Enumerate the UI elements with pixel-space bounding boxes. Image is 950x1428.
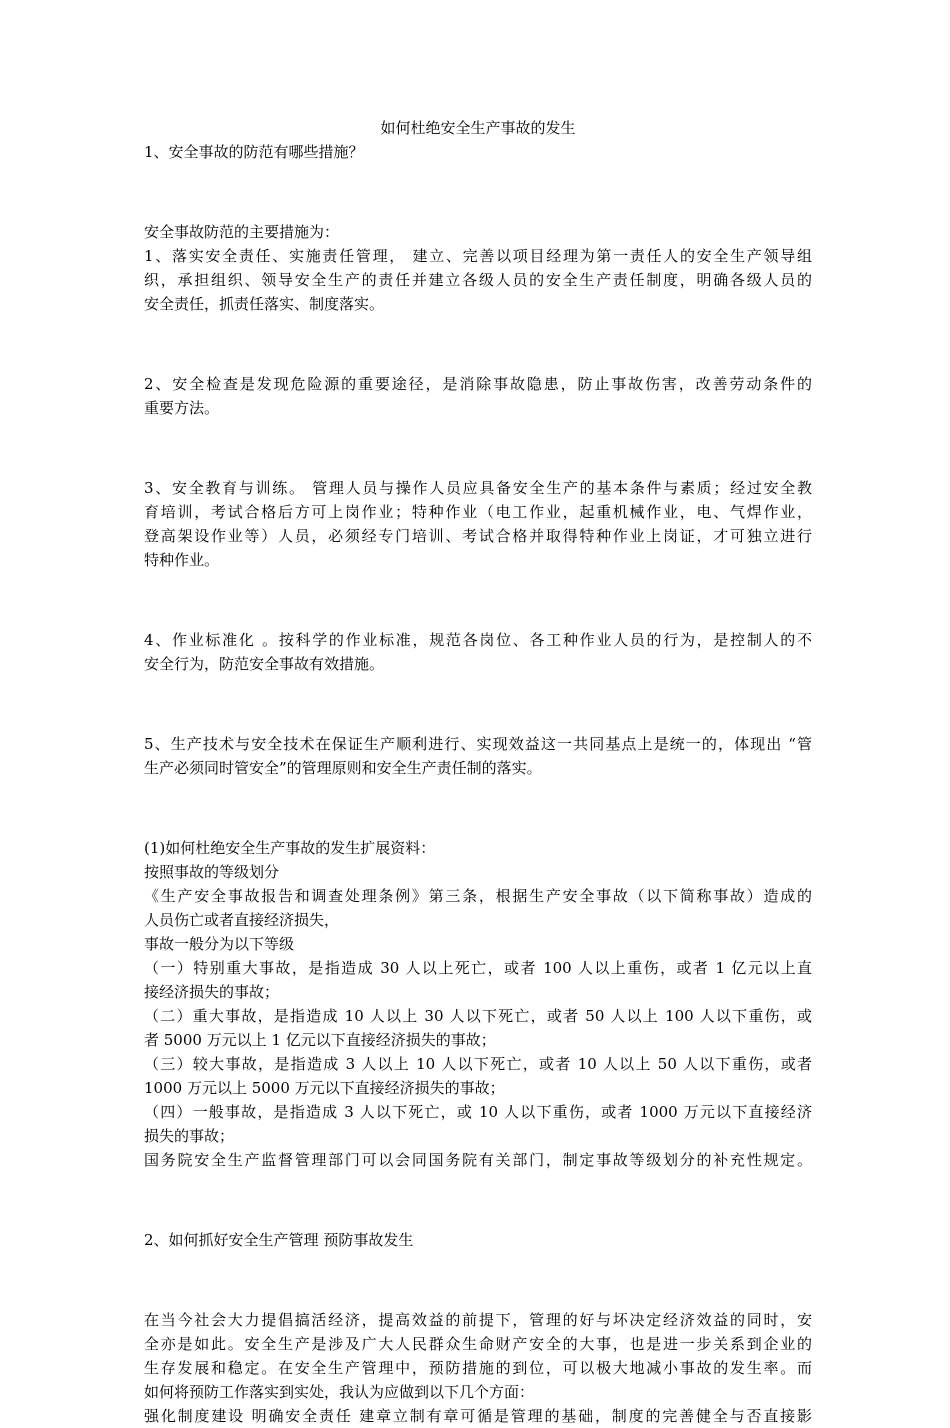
blank-line [144, 332, 812, 356]
paragraph-line: 织，承担组织、领导安全生产的责任并建立各级人员的安全生产责任制度，明确各级人员的 [144, 271, 812, 289]
paragraph-line: 安全行为，防范安全事故有效措施。 [144, 655, 385, 673]
paragraph-line: 重要方法。 [144, 399, 220, 417]
paragraph-line: 4、作业标准化 。按科学的作业标准，规范各岗位、各工种作业人员的行为，是控制人的不 [144, 631, 812, 649]
paragraph-line: 事故一般分为以下等级 [144, 935, 295, 953]
blank-line [144, 588, 812, 612]
paragraph-line: 3、安全教育与训练。 管理人员与操作人员应具备安全生产的基本条件与素质；经过安全教 [144, 479, 812, 497]
document-body [144, 140, 812, 1428]
paragraph-line: （四）一般事故，是指造成 3 人以下死亡，或 10 人以下重伤，或者 1000 万元以下直接经济 [144, 1103, 812, 1121]
paragraph-line: 2、安全检查是发现危险源的重要途径，是消除事故隐患，防止事故伤害，改善劳动条件的 [144, 375, 812, 393]
paragraph-line: 2、如何抓好安全生产管理 预防事故发生 [144, 1231, 414, 1249]
document-title: 如何杜绝安全生产事故的发生 [380, 119, 576, 137]
blank-line [144, 1268, 812, 1292]
paragraph-line: 者 5000 万元以上 1 亿元以下直接经济损失的事故； [144, 1031, 496, 1049]
paragraph-line: 1、安全事故的防范有哪些措施？ [144, 143, 364, 161]
paragraph-line: 登高架设作业等）人员，必须经专门培训、考试合格并取得特种作业上岗证，才可独立进行 [144, 527, 812, 545]
paragraph-line: 全亦是如此。安全生产是涉及广大人民群众生命财产安全的大事，也是进一步关系到企业的 [144, 1335, 812, 1353]
paragraph-line: 安全事故防范的主要措施为： [144, 223, 340, 241]
paragraph-line: 损失的事故； [144, 1127, 235, 1145]
paragraph-line: （三）较大事故，是指造成 3 人以上 10 人以下死亡，或者 10 人以上 50 人以下重伤，或者 [144, 1055, 812, 1073]
blank-line [144, 1188, 812, 1212]
paragraph-line: 国务院安全生产监督管理部门可以会同国务院有关部门，制定事故等级划分的补充性规定。 [144, 1151, 812, 1169]
paragraph-line: 1、落实安全责任、实施责任管理， 建立、完善以项目经理为第一责任人的安全生产领导组 [144, 247, 812, 265]
paragraph-line: 如何将预防工作落实到实处，我认为应做到以下几个方面： [144, 1383, 535, 1401]
paragraph-line: 育培训，考试合格后方可上岗作业；特种作业（电工作业，起重机械作业，电、气焊作业， [144, 503, 812, 521]
paragraph-line: 接经济损失的事故； [144, 983, 280, 1001]
paragraph-line: （一）特别重大事故，是指造成 30 人以上死亡，或者 100 人以上重伤，或者 1 亿元以上直 [144, 959, 812, 977]
paragraph-line: 1000 万元以上 5000 万元以下直接经济损失的事故； [144, 1079, 505, 1097]
blank-line [144, 180, 812, 204]
paragraph-line: 安全责任，抓责任落实、制度落实。 [144, 295, 385, 313]
paragraph-line: 生产必须同时管安全”的管理原则和安全生产责任制的落实。 [144, 759, 542, 777]
document-page [144, 116, 812, 1428]
blank-line [144, 436, 812, 460]
blank-line [144, 692, 812, 716]
paragraph-line: 生存发展和稳定。在安全生产管理中，预防措施的到位，可以极大地减小事故的发生率。而 [144, 1359, 812, 1377]
paragraph-line: (1)如何杜绝安全生产事故的发生扩展资料： [144, 839, 436, 857]
paragraph-line: 5、生产技术与安全技术在保证生产顺利进行、实现效益这一共同基点上是统一的，体现出 “管 [144, 735, 812, 753]
paragraph-line: 《生产安全事故报告和调查处理条例》第三条，根据生产安全事故（以下简称事故）造成的 [144, 887, 812, 905]
paragraph-line: 特种作业。 [144, 551, 220, 569]
paragraph-line: 在当今社会大力提倡搞活经济，提高效益的前提下，管理的好与坏决定经济效益的同时，安 [144, 1311, 812, 1329]
blank-line [144, 796, 812, 820]
paragraph-line: 人员伤亡或者直接经济损失， [144, 911, 340, 929]
paragraph-line: 按照事故的等级划分 [144, 863, 280, 881]
paragraph-line: 强化制度建设 明确安全责任 建章立制有章可循是管理的基础，制度的完善健全与否直接影 [144, 1407, 812, 1425]
paragraph-line: （二）重大事故，是指造成 10 人以上 30 人以下死亡，或者 50 人以上 100 人以下重伤，或 [144, 1007, 812, 1025]
